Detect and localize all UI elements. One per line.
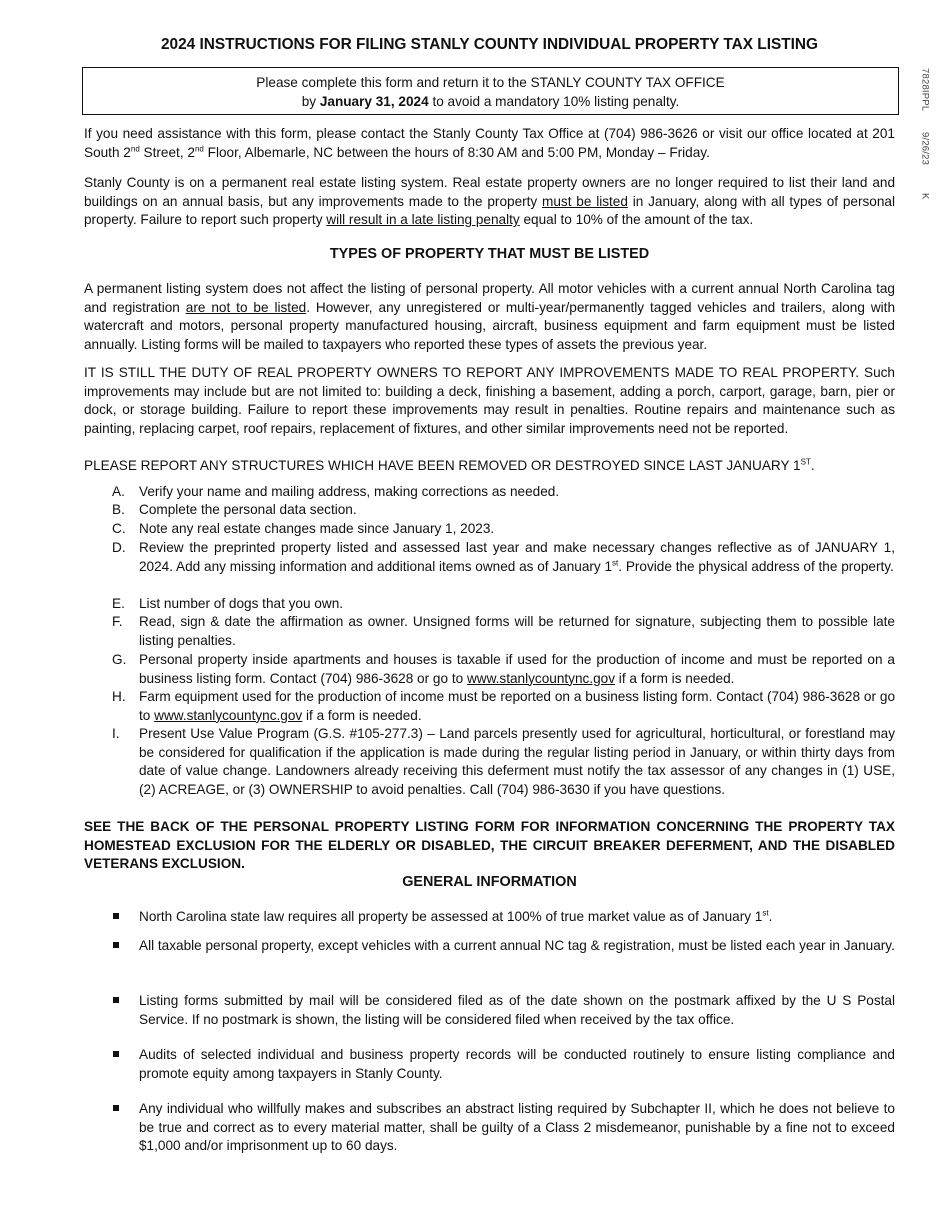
list-item: North Carolina state law requires all property be assessed at 100% of true market value as of January 1st. [112,908,895,927]
types-paragraph: A permanent listing system does not affect the listing of personal property. All motor vehicles with a current annual North Carolina tag and registration are not to be listed. However, any unregistered or multi-year/permanently tagged vehicles and trailers, along with watercraft and motors, personal property manufactured housing, aircraft, business equipment and farm equipment must be listed annually. Listing forms will be mailed to taxpayers who reported these types of assets the previous year. [84,281,896,352]
list-item: F. Read, sign & date the affirmation as owner. Unsigned forms will be returned for signature, subjecting them to possible late listing penalties. [112,614,895,648]
improvements-duty-paragraph: IT IS STILL THE DUTY OF REAL PROPERTY OWNERS TO REPORT ANY IMPROVEMENTS MADE TO REAL PROPERTY. Such improvements may include but are not limited to: building a deck, finishing a basement, adding a porch, carport, garage, barn, pier or dock, or storage building. Failure to report these improvements may result in penalties. Routine repairs and maintenance such as painting, replacing carpet, roof repairs, replacement of fixtures, and other similar improvements need not be reported. [84,365,895,436]
county-website-link[interactable]: www.stanlycountync.gov [154,707,303,723]
assistance-paragraph: If you need assistance with this form, please contact the Stanly County Tax Office at (704) 986-3626 or visit our office located at 201 South 2nd Street, 2nd Floor, Albemarle, NC between the hours of 8:30 AM and 5:00 PM, Monday – Friday. [84,126,895,160]
list-item: A. Verify your name and mailing address, making corrections as needed. [112,484,560,499]
deadline-date: January 31, 2024 [319,94,429,109]
bullet-icon [113,942,119,948]
list-item: I. Present Use Value Program (G.S. #105-277.3) – Land parcels presently used for agricultural, horticultural, or forestland may be considered for qualification if the application is made during the regular listing period in January, or within thirty days from date of value change. Landowners already receiving this deferment must notify the tax assessor of any changes in (1) USE, (2) ACREAGE, or (3) OWNERSHIP to avoid penalties. Call (704) 986-3630 if you have questions. [112,726,895,797]
bullet-icon [113,1105,119,1111]
list-item: Any individual who willfully makes and subscribes an abstract listing required by Subchapter II, which he does not believe to be true and correct as to every material matter, shall be guilty of a Class 2 misdemeanor, punishable by a fine not to exceed $1,000 and/or imprisonment up to 60 days. [112,1100,895,1156]
list-item: Audits of selected individual and business property records will be conducted routinely to ensure listing compliance and promote equity among taxpayers in Stanly County. [112,1046,895,1083]
list-item: G. Personal property inside apartments and houses is taxable if used for the production of income and must be reported on a business listing form. Contact (704) 986-3628 or go to www.stanlycountync.gov if a form is needed. [112,652,895,686]
list-item: D. Review the preprinted property listed and assessed last year and make necessary changes reflective as of JANUARY 1, 2024. Add any missing information and additional items owned as of January 1st. Provide the physical address of the property. [112,540,895,574]
back-of-form-notice: SEE THE BACK OF THE PERSONAL PROPERTY LISTING FORM FOR INFORMATION CONCERNING THE PROPERTY TAX HOMESTEAD EXCLUSION FOR THE ELDERLY OR DISABLED, THE CIRCUIT BREAKER DEFERMENT, AND THE DISABLED VETERANS EXCLUSION. [84,819,895,872]
list-item: B. Complete the personal data section. [112,502,357,517]
bullet-icon [113,997,119,1003]
bullet-icon [113,913,119,919]
permanent-listing-paragraph: Stanly County is on a permanent real estate listing system. Real estate property owners are no longer required to list their land and buildings on an annual basis, but any improvements made to the property must be listed in January, along with all types of personal property. Failure to report such property will result in a late listing penalty equal to 10% of the amount of the tax. [84,175,895,228]
revision-date: 9/26/23 [919,132,931,166]
general-info-heading: GENERAL INFORMATION [402,874,577,890]
list-item: H. Farm equipment used for the production of income must be reported on a business listing form. Contact (704) 986-3628 or go to www.stanlycountync.gov if a form is needed. [112,689,895,723]
list-item: All taxable personal property, except vehicles with a current annual NC tag & registration, must be listed each year in January. [112,937,895,956]
list-item: E. List number of dogs that you own. [112,596,344,611]
form-code: 7828IPPL [919,68,931,112]
bullet-icon [113,1051,119,1057]
notice-line-2: by January 31, 2024 to avoid a mandatory 10% listing penalty. [301,94,680,109]
document-title: 2024 INSTRUCTIONS FOR FILING STANLY COUNTY INDIVIDUAL PROPERTY TAX LISTING [160,36,819,53]
notice-line-1: Please complete this form and return it to the STANLY COUNTY TAX OFFICE [256,75,725,90]
deadline-notice-box [82,67,899,115]
list-item: Listing forms submitted by mail will be considered filed as of the date shown on the postmark affixed by the U S Postal Service. If no postmark is shown, the listing will be considered filed when received by the tax office. [112,992,895,1029]
removed-structures-paragraph: PLEASE REPORT ANY STRUCTURES WHICH HAVE BEEN REMOVED OR DESTROYED SINCE LAST JANUARY 1ST. [84,457,815,473]
types-heading: TYPES OF PROPERTY THAT MUST BE LISTED [329,246,650,262]
side-mark: K [919,193,931,200]
list-item: C. Note any real estate changes made since January 1, 2023. [112,521,495,536]
county-website-link[interactable]: www.stanlycountync.gov [466,670,616,686]
